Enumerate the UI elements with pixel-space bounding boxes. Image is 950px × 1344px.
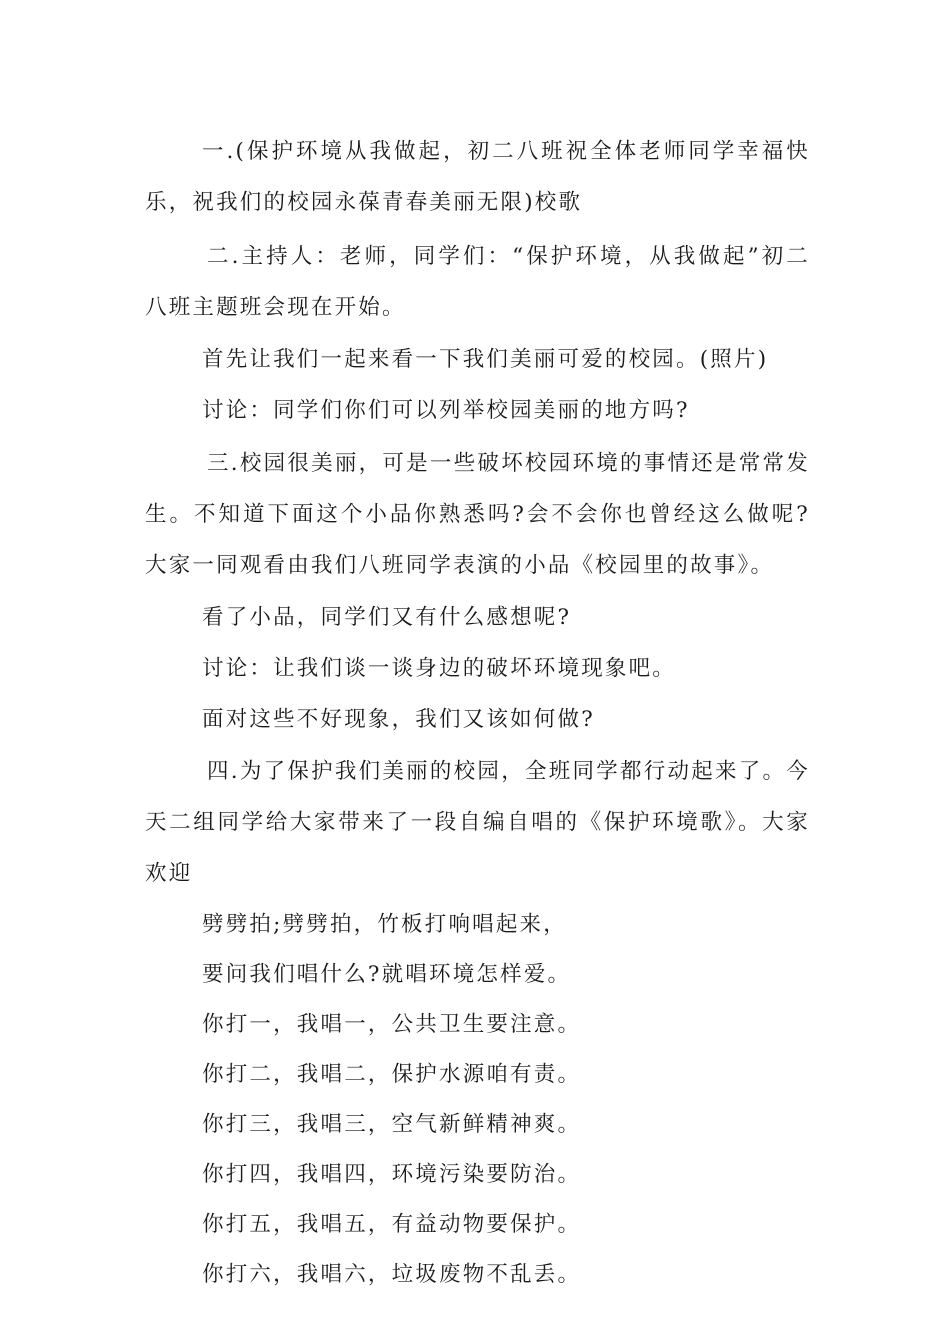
paragraph-host-intro: 二.主持人：老师，同学们：“保护环境，从我做起”初二八班主题班会现在开始。 <box>145 244 810 320</box>
paragraph-discussion-2: 讨论：让我们谈一谈身边的破坏环境现象吧。 <box>202 656 677 681</box>
paragraph-question: 面对这些不好现象，我们又该如何做? <box>202 707 595 732</box>
paragraph-song-intro: 四.为了保护我们美丽的校园，全班同学都行动起来了。今天二组同学给大家带来了一段自编自唱的《保护环境歌》。大家欢迎 <box>145 759 810 886</box>
document-body <box>145 126 810 1300</box>
song-line: 你打六，我唱六，垃圾废物不乱丢。 <box>202 1262 582 1287</box>
song-line: 你打三，我唱三，空气新鲜精神爽。 <box>202 1112 582 1137</box>
paragraph-discussion-1: 讨论：同学们你们可以列举校园美丽的地方吗? <box>202 398 690 423</box>
song-line: 你打二，我唱二，保护水源咱有责。 <box>202 1062 582 1087</box>
paragraph-reflection: 看了小品，同学们又有什么感想呢? <box>202 605 572 630</box>
song-line: 你打五，我唱五，有益动物要保护。 <box>202 1212 582 1237</box>
song-line: 劈劈拍;劈劈拍，竹板打响唱起来， <box>202 912 567 937</box>
paragraph-opening: 一.(保护环境从我做起，初二八班祝全体老师同学幸福快乐，祝我们的校园永葆青春美丽无限)校歌 <box>145 139 810 215</box>
song-lyrics <box>145 900 810 1300</box>
song-line: 要问我们唱什么?就唱环境怎样爱。 <box>202 962 572 987</box>
song-line: 你打一，我唱一，公共卫生要注意。 <box>202 1012 582 1037</box>
paragraph-skit: 三.校园很美丽，可是一些破坏校园环境的事情还是常常发生。不知道下面这个小品你熟悉吗?会不会你也曾经这么做呢?大家一同观看由我们八班同学表演的小品《校园里的故事》。 <box>145 451 810 578</box>
song-line: 你打四，我唱四，环境污染要防治。 <box>202 1162 582 1187</box>
paragraph-campus-photo: 首先让我们一起来看一下我们美丽可爱的校园。(照片) <box>202 347 769 372</box>
